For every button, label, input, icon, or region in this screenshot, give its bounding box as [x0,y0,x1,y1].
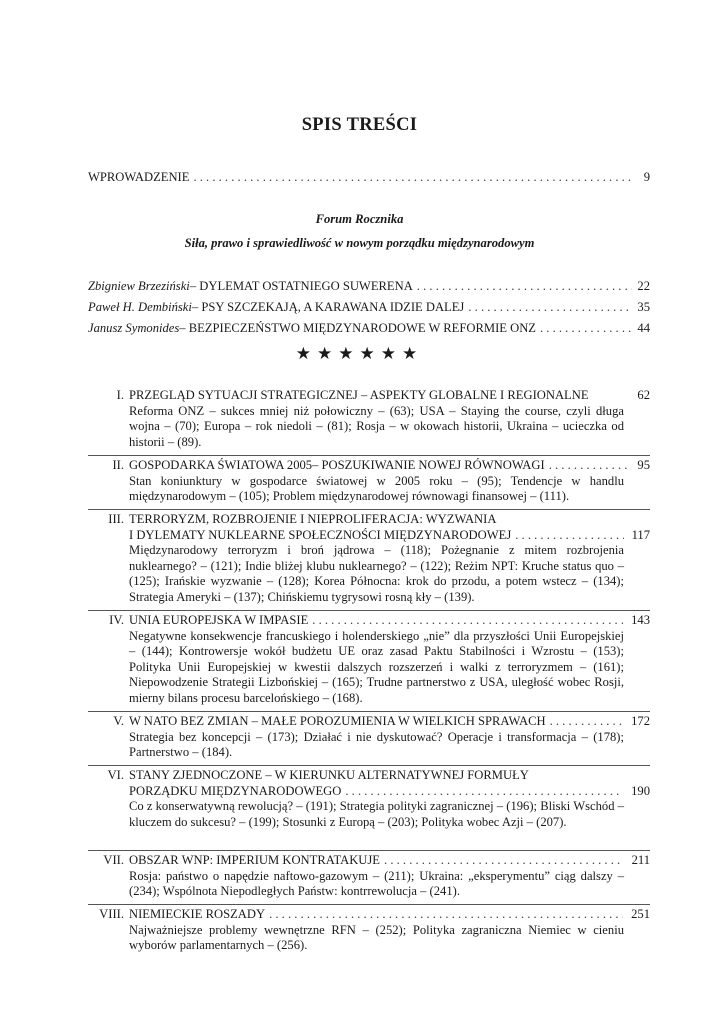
chapter-summary: Reforma ONZ – sukces mniej niż połowiczny – (63); USA – Staying the course, czyli długa wojna – (70); Europa – rok niedoli – (81); Rosja – w okowach historii, Ukraina – ucieczka od historii – (89). [129,403,624,449]
chapter-title: UNIA EUROPEJSKA W IMPASIE [129,613,309,627]
chapter-divider [88,455,650,456]
article-author: Janusz Symonides [88,321,180,335]
chapter-divider [88,711,650,712]
chapter-summary: Stan koniunktury w gospodarce światowej w 2005 roku – (95); Tendencje w handlu międzynarodowym – (105); Problem międzynarodowej równowagi finansowej – (111). [129,473,624,503]
chapter-title-line [88,784,650,800]
article-title: – DYLEMAT OSTATNIEGO SUWERENA [189,279,413,293]
article-title: – PSY SZCZEKAJĄ, A KARAWANA IDZIE DALEJ [191,300,465,314]
chapter-page: 117 [631,527,650,542]
chapter-title: OBSZAR WNP: IMPERIUM KONTRATAKUJE [129,853,381,867]
chapter-title: W NATO BEZ ZMIAN – MAŁE POROZUMIENIA W WIELKICH SPRAWACH [129,714,546,728]
chapter-number: I. [116,388,124,402]
chapter-title-line [88,853,650,869]
toc-entry-page: 9 [643,170,650,184]
chapter-page: 172 [631,714,650,728]
chapter-summary: Co z konserwatywną rewolucją? – (191); Strategia polityki zagranicznej – (196); Bliski Wschód – kluczem do sukcesu? – (199); Stosunki z Europą – (203); Polityka wobec Azji – (207). [129,799,624,829]
chapter-entry [88,512,650,605]
chapter-page: 143 [631,613,650,627]
leader-dots [549,458,628,474]
article-entry [88,321,650,337]
chapter-number: III. [108,512,124,526]
chapter-title: PORZĄDKU MIĘDZYNARODOWEGO [129,783,342,798]
chapter-title-line [88,512,650,528]
chapter-page: 190 [631,783,650,798]
chapter-title: I DYLEMATY NUKLEARNE SPOŁECZNOŚCI MIĘDZYNARODOWEJ [129,527,512,542]
leader-dots [312,613,623,629]
chapter-title-line [88,388,650,404]
chapter-divider [88,610,650,611]
chapter-title: GOSPODARKA ŚWIATOWA 2005– POSZUKIWANIE NOWEJ RÓWNOWAGI [129,458,545,472]
chapter-summary: Rosja: państwo o napędzie naftowo-gazowym – (211); Ukraina: „eksperymentu” ciąg dalszy – (234); Wspólnota Niepodległych Państw: kontrrewolucja – (241). [129,868,624,898]
article-page: 22 [637,279,650,293]
toc-entry-intro [88,170,650,186]
chapter-summary: Międzynarodowy terroryzm i broń jądrowa – (118); Pożegnanie z mitem rozbrojenia nuklearnego? – (121); Indie bliżej klubu nuklearnego? – (122); Reżim NPT: Kruche status quo – (125); Irańskie wyzwanie – (128); Korea Północna: krok do przodu, a potem wstecz – (134); Strategia Ameryki – (137); Chińskiemu tygrysowi rosną kły – (139). [129,543,624,604]
chapter-number: VIII. [99,907,124,921]
chapter-title: STANY ZJEDNOCZONE – W KIERUNKU ALTERNATYWNEJ FORMUŁY [129,768,529,782]
chapter-page: 211 [631,853,650,867]
forum-heading: Forum Rocznika [315,212,404,226]
chapter-number: IV. [109,613,124,627]
chapter-entry [88,907,650,954]
chapter-page: 251 [631,907,650,921]
chapter-page: 95 [637,458,650,472]
chapter-title: TERRORYZM, ROZBROJENIE I NIEPROLIFERACJA: WYZWANIA [129,512,497,526]
chapter-entry [88,853,650,900]
chapter-summary: Strategia bez koncepcji – (173); Działać i nie dyskutować? Operacje i transformacja – (178); Partnerstwo – (184). [129,729,624,759]
stars-divider: ★★★★★★ [295,344,424,363]
chapter-title: PRZEGLĄD SYTUACJI STRATEGICZNEJ – ASPEKTY GLOBALNE I REGIONALNE [129,388,589,402]
chapter-entry [88,458,650,505]
chapter-divider [88,904,650,905]
chapter-summary: Najważniejsze problemy wewnętrzne RFN – (252); Polityka zagraniczna Niemiec w cieniu wyborów parlamentarnych – (256). [129,922,624,952]
chapter-divider [88,509,650,510]
chapter-title-line [88,768,650,784]
chapter-entry [88,768,650,830]
forum-subtitle: Siła, prawo i sprawiedliwość w nowym porządku międzynarodowym [184,236,535,250]
chapter-number: VI. [107,768,124,782]
chapter-divider [88,765,650,766]
leader-dots [417,279,632,295]
chapter-entry [88,714,650,761]
chapter-summary: Negatywne konsekwencje francuskiego i holenderskiego „nie” dla przyszłości Unii Europejskiej – (144); Kontrowersje wokół budżetu UE oraz zasad Paktu Stabilności i Wzrostu – (153); Polityka Unii Europejskiej w kwestii dalszych rozszerzeń i walki z terroryzmem – (161); Niepowodzenie Strategii Lizbońskiej – (165); Trudne partnerstwo z USA, uległość wobec Rosji, mierny bilans procesu barcelońskiego – (168). [129,628,624,705]
leader-dots [550,714,624,730]
toc-entry-label: WPROWADZENIE [88,170,190,184]
article-entry [88,279,650,295]
chapter-number: V. [113,714,124,728]
article-page: 35 [637,300,650,314]
chapter-title-line [88,907,650,923]
chapter-title: NIEMIECKIE ROSZADY [129,907,266,921]
article-entry [88,300,650,316]
chapter-page: 62 [637,388,650,402]
article-author: Paweł H. Dembiński [88,300,192,314]
leader-dots [345,784,623,800]
leader-dots [269,907,623,923]
leader-dots [515,528,623,544]
leader-dots [540,321,632,337]
chapter-number: II. [112,458,124,472]
chapter-title-line [88,458,650,474]
chapter-entry [88,388,650,450]
leader-dots [193,170,632,186]
chapter-title-line [88,613,650,629]
article-title: – BEZPIECZEŃSTWO MIĘDZYNARODOWE W REFORMIE ONZ [179,321,536,335]
page-title: SPIS TREŚCI [301,115,418,135]
leader-dots [384,853,624,869]
leader-dots [468,300,632,316]
chapter-number: VII. [103,853,124,867]
chapter-divider [88,850,650,851]
chapter-title-line [88,714,650,730]
chapter-entry [88,613,650,706]
chapter-title-line [88,528,650,544]
article-page: 44 [637,321,650,335]
article-author: Zbigniew Brzeziński [88,279,190,293]
